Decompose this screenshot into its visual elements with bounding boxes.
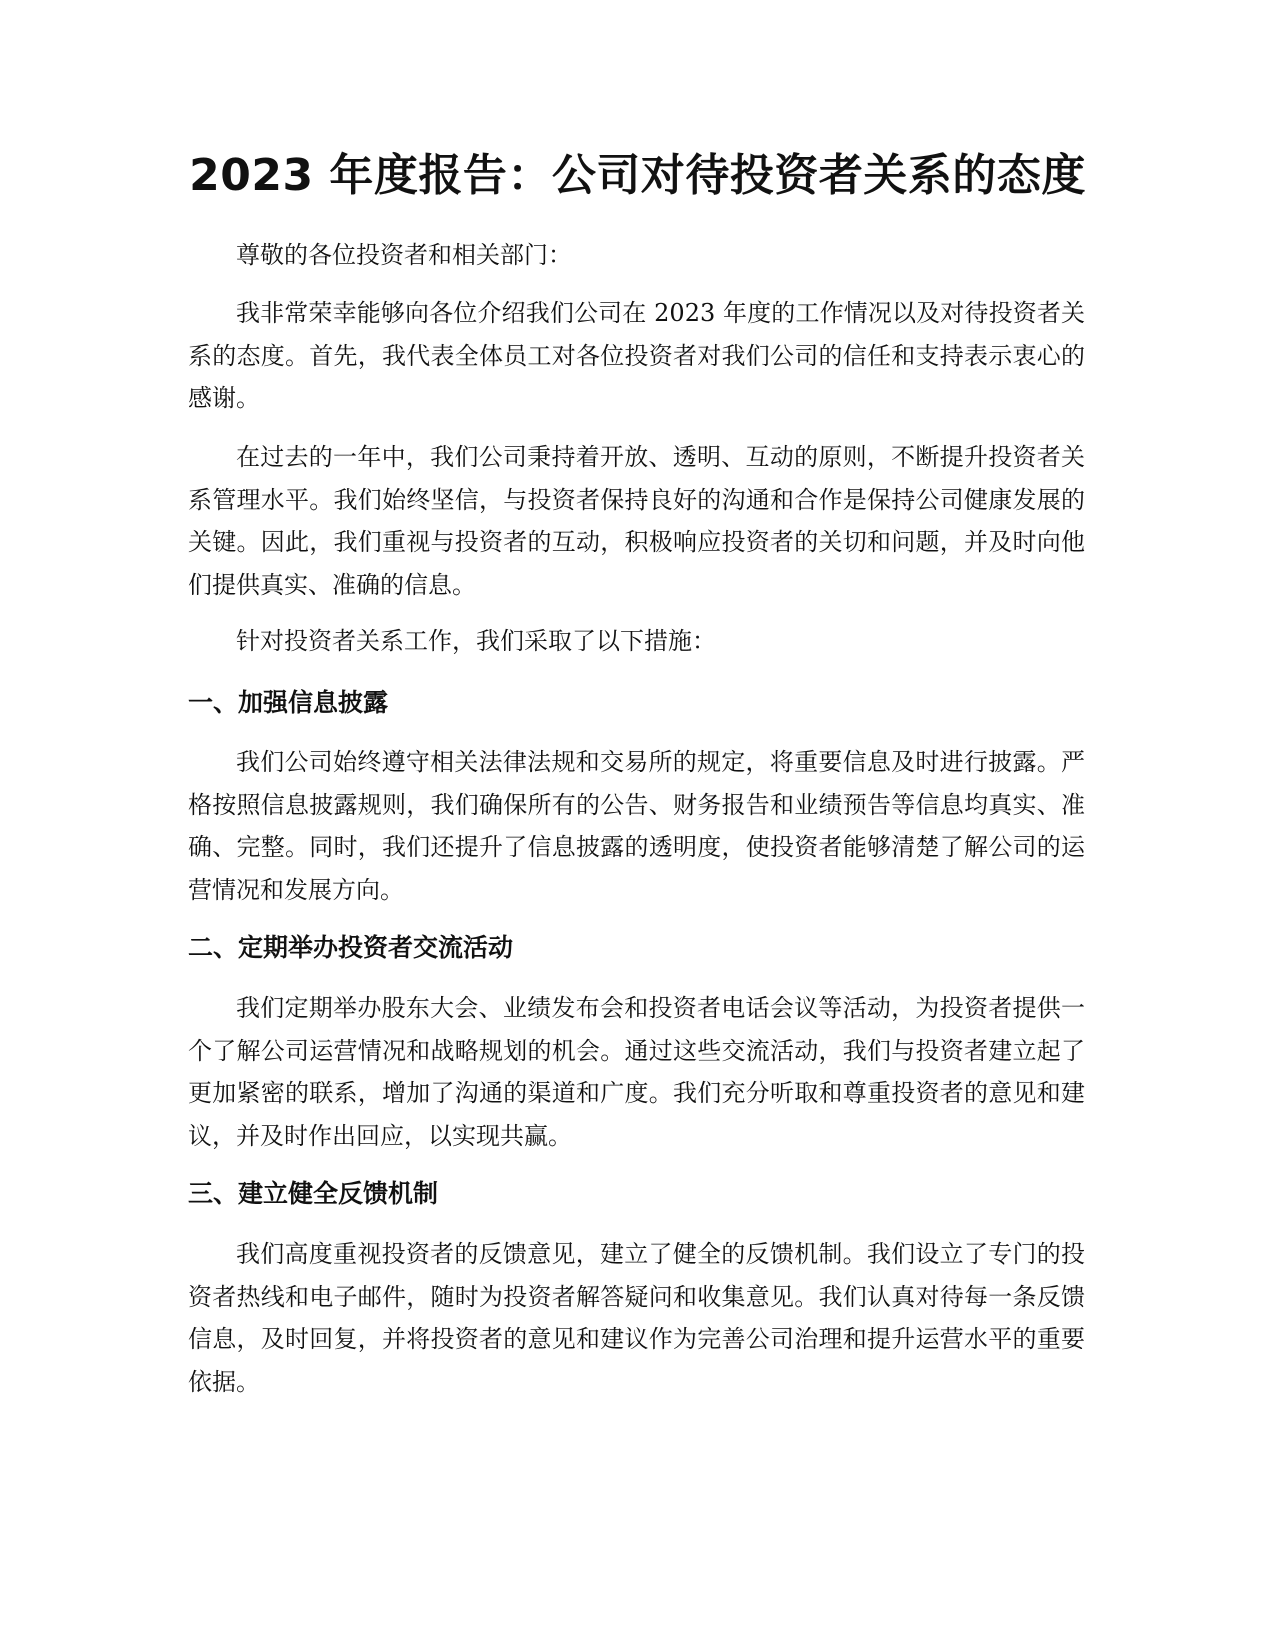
- section-heading-feedback: 三、建立健全反馈机制: [188, 1179, 439, 1208]
- document-title: 2023 年度报告：公司对待投资者关系的态度: [189, 150, 1086, 201]
- measures-lead-paragraph: 针对投资者关系工作，我们采取了以下措施：: [236, 627, 716, 655]
- intro-paragraph: 我非常荣幸能够向各位介绍我们公司在 2023 年度的工作情况以及对待投资者关系的态度。首先，我代表全体员工对各位投资者对我们公司的信任和支持表示衷心的感谢。: [188, 299, 1085, 413]
- section-body-investor-events: 我们定期举办股东大会、业绩发布会和投资者电话会议等活动，为投资者提供一个了解公司运营情况和战略规划的机会。通过这些交流活动，我们与投资者建立起了更加紧密的联系，增加了沟通的渠道和广度。我们充分听取和尊重投资者的意见和建议，并及时作出回应，以实现共赢。: [188, 994, 1085, 1151]
- section-heading-disclosure: 一、加强信息披露: [188, 688, 389, 717]
- section-body-disclosure: 我们公司始终遵守相关法律法规和交易所的规定，将重要信息及时进行披露。严格按照信息披露规则，我们确保所有的公告、财务报告和业绩预告等信息均真实、准确、完整。同时，我们还提升了信息披露的透明度，使投资者能够清楚了解公司的运营情况和发展方向。: [188, 748, 1085, 905]
- greeting-line: 尊敬的各位投资者和相关部门：: [236, 241, 572, 269]
- section-body-feedback: 我们高度重视投资者的反馈意见，建立了健全的反馈机制。我们设立了专门的投资者热线和电子邮件，随时为投资者解答疑问和收集意见。我们认真对待每一条反馈信息，及时回复，并将投资者的意见和建议作为完善公司治理和提升运营水平的重要依据。: [188, 1240, 1085, 1397]
- principles-paragraph: 在过去的一年中，我们公司秉持着开放、透明、互动的原则，不断提升投资者关系管理水平。我们始终坚信，与投资者保持良好的沟通和合作是保持公司健康发展的关键。因此，我们重视与投资者的互动，积极响应投资者的关切和问题，并及时向他们提供真实、准确的信息。: [188, 443, 1085, 600]
- section-heading-investor-events: 二、定期举办投资者交流活动: [188, 933, 514, 962]
